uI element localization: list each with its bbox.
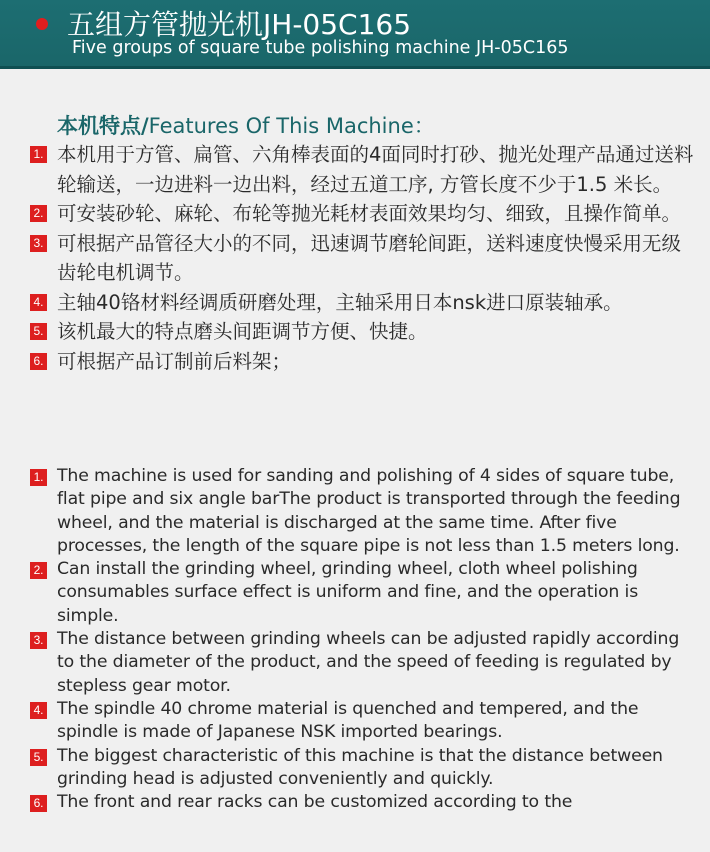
list-item [30,288,695,318]
item-text: The distance between grinding wheels can be adjusted rapidly according to the diameter of the product, and the speed of feeding is regulated by stepless gear motor. [57,629,680,696]
feature-list-en [30,465,695,814]
item-text: The front and rear racks can be customized according to the [57,792,573,813]
number-badge: 6. [30,353,47,370]
list-item [30,317,695,347]
list-item [30,791,695,814]
number-badge: 4. [30,702,47,719]
features-heading-cn: 本机特点/ [57,114,149,138]
item-text: The machine is used for sanding and polishing of 4 sides of square tube, flat pipe and six angle barThe product is transported through the feeding wheel, and the material is discharged at the same time. After five processes, the length of the square pipe is not less than 1.5 meters long. [57,466,681,556]
list-item [30,628,695,698]
list-item [30,698,695,745]
page-title-en: Five groups of square tube polishing machine JH-05C165 [72,38,569,58]
features-heading-en: Features Of This Machine： [148,114,435,138]
number-badge: 6. [30,795,47,812]
item-text: 可根据产品管径大小的不同，迅速调节磨轮间距，送料速度快慢采用无级齿轮电机调节。 [57,231,682,284]
number-badge: 1. [30,469,47,486]
item-text: The spindle 40 chrome material is quenched and tempered, and the spindle is made of Japanese NSK imported bearings. [57,698,639,743]
feature-list-cn [30,140,695,376]
title-banner [0,0,710,69]
item-text: 可根据产品订制前后料架； [57,349,292,373]
list-item [30,465,695,558]
item-text: 主轴40铬材料经调质研磨处理，主轴采用日本nsk进口原装轴承。 [57,290,623,314]
number-badge: 5. [30,749,47,766]
number-badge: 3. [30,235,47,252]
number-badge: 1. [30,146,47,163]
list-item [30,199,695,229]
list-item [30,229,695,288]
list-item [30,140,695,199]
item-text: 本机用于方管、扁管、六角棒表面的4面同时打砂、抛光处理产品通过送料轮输送，一边进料一边出料，经过五道工序, 方管长度不少于1.5 米长。 [57,143,694,196]
features-heading [57,110,435,140]
item-text: The biggest characteristic of this machine is that the distance between grinding head is adjusted conveniently and quickly. [57,745,663,789]
red-dot-icon [36,18,48,30]
list-item [30,745,695,792]
number-badge: 3. [30,632,47,649]
item-text: Can install the grinding wheel, grinding wheel, cloth wheel polishing consumables surface effect is uniform and fine, and the operation is simple. [57,559,639,626]
item-text: 可安装砂轮、麻轮、布轮等抛光耗材表面效果均匀、细致，且操作简单。 [57,202,682,225]
number-badge: 4. [30,294,47,311]
number-badge: 2. [30,562,47,579]
item-text: 该机最大的特点磨头间距调节方便、快捷。 [57,320,428,343]
list-item [30,347,695,377]
list-item [30,558,695,628]
number-badge: 5. [30,323,47,340]
number-badge: 2. [30,205,47,222]
page-title-cn: 五组方管抛光机JH-05C165 [67,8,412,41]
